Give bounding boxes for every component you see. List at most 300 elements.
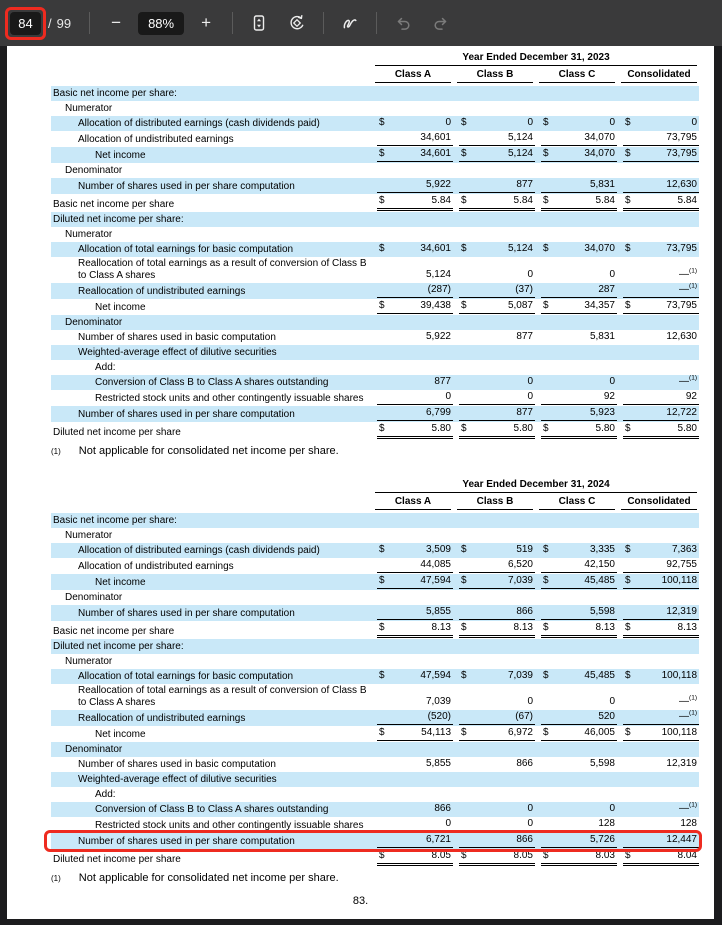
cell-value: 12,447 (666, 834, 697, 845)
rotate-button[interactable] (284, 10, 310, 36)
value-cell (377, 376, 453, 389)
rotate-ccw-icon (288, 14, 306, 32)
row-values (377, 575, 699, 589)
label-column-spacer (51, 52, 375, 83)
table-row (51, 315, 699, 330)
table-row (51, 605, 699, 621)
cell-value: —$^{(1)}$ (679, 694, 697, 707)
value-cell (541, 606, 617, 620)
column-header: Class B (457, 69, 533, 83)
cell-value: 46,005 (584, 727, 615, 738)
zoom-in-button[interactable]: + (193, 10, 219, 36)
cell-value: 34,070 (584, 243, 615, 254)
cell-value: 0 (527, 391, 533, 402)
row-label: Allocation of undistributed earnings (78, 561, 234, 572)
cell-value: 0 (609, 803, 615, 814)
dollar-sign: $ (379, 117, 385, 128)
dollar-sign: $ (461, 544, 467, 555)
value-cell (623, 331, 699, 344)
cell-value: 0 (527, 376, 533, 387)
table-row (51, 726, 699, 742)
cell-value: —$^{(1)}$ (679, 709, 697, 722)
cell-value: 5,855 (425, 606, 451, 617)
row-label: Conversion of Class B to Class A shares outstanding (95, 804, 329, 815)
value-cell (541, 670, 617, 683)
value-cell (459, 391, 535, 405)
fit-page-button[interactable] (246, 10, 272, 36)
dollar-sign: $ (379, 423, 385, 434)
row-label: Diluted net income per share: (53, 641, 184, 652)
value-cell (623, 243, 699, 256)
value-cell (459, 696, 535, 709)
row-values (377, 269, 699, 282)
value-cell (459, 331, 535, 344)
table-row (51, 422, 699, 440)
value-cell (377, 834, 453, 848)
table-header (51, 52, 699, 83)
zoom-out-button[interactable]: − (103, 10, 129, 36)
dollar-sign: $ (543, 622, 549, 633)
value-cell (623, 559, 699, 573)
value-cell (377, 850, 453, 866)
footnote-text: Not applicable for consolidated net income per share. (78, 872, 339, 884)
value-cell (459, 284, 535, 298)
cell-value: 5,726 (589, 834, 615, 845)
value-cell (541, 331, 617, 344)
dollar-sign: $ (461, 727, 467, 738)
dollar-sign: $ (461, 423, 467, 434)
cell-value: 6,520 (507, 559, 533, 570)
dollar-sign: $ (379, 544, 385, 555)
row-label: Add: (95, 789, 116, 800)
cell-value: 519 (516, 544, 533, 555)
value-cell (459, 850, 535, 866)
value-cell (541, 803, 617, 816)
row-values (377, 423, 699, 439)
footnote (51, 445, 699, 457)
value-cell (377, 179, 453, 193)
value-cell (459, 606, 535, 620)
cell-value: 5,124 (507, 132, 533, 143)
value-cell (541, 544, 617, 557)
table-row (51, 787, 699, 802)
value-cell (623, 711, 699, 725)
footnote-marker: (1) (689, 282, 697, 290)
row-values (377, 132, 699, 146)
value-cell (623, 423, 699, 439)
cell-value: 5,087 (507, 300, 533, 311)
cell-value: 128 (680, 818, 697, 829)
cell-value: 73,795 (666, 243, 697, 254)
toolbar-divider (89, 12, 90, 34)
value-cell (459, 376, 535, 389)
value-cell (623, 391, 699, 405)
column-header: Consolidated (621, 496, 697, 510)
table-row (51, 590, 699, 605)
cell-value: 8.05 (431, 850, 451, 861)
cell-value: 5.80 (595, 423, 615, 434)
undo-button[interactable] (390, 10, 416, 36)
dollar-sign: $ (461, 575, 467, 586)
table-row (51, 116, 699, 131)
row-label: Reallocation of total earnings as a result of conversion of Class B to Class A shares (78, 258, 367, 281)
cell-value: 5,124 (425, 269, 451, 280)
pdf-toolbar (0, 0, 722, 46)
value-cell (541, 300, 617, 314)
table-row (51, 283, 699, 299)
value-cell (459, 117, 535, 130)
dollar-sign: $ (379, 195, 385, 206)
value-cell (623, 818, 699, 832)
cell-value: 7,039 (425, 696, 451, 707)
cell-value: 5,831 (589, 179, 615, 190)
cell-value: 8.04 (677, 850, 697, 861)
cell-value: 6,799 (425, 407, 451, 418)
table-row (51, 330, 699, 345)
value-cell (541, 269, 617, 282)
value-cell (541, 243, 617, 256)
value-cell (459, 758, 535, 771)
table-row (51, 684, 699, 710)
row-values (377, 179, 699, 193)
table-row (51, 131, 699, 147)
draw-annotation-button[interactable] (337, 10, 363, 36)
value-cell (459, 423, 535, 439)
cell-value: 866 (516, 606, 533, 617)
value-columns-header (375, 52, 697, 83)
cell-value: 100,118 (661, 727, 697, 738)
dollar-sign: $ (543, 243, 549, 254)
value-cell (541, 117, 617, 130)
eps-table-2024 (51, 479, 699, 884)
value-cell (459, 300, 535, 314)
row-label: Weighted-average effect of dilutive securities (78, 347, 277, 358)
value-cell (541, 132, 617, 146)
cell-value: 73,795 (666, 300, 697, 311)
value-cell (623, 758, 699, 771)
value-cell (541, 148, 617, 162)
value-cell (377, 269, 453, 282)
value-cell (377, 758, 453, 771)
value-cell (623, 269, 699, 282)
value-cell (377, 544, 453, 557)
table-row (51, 86, 699, 101)
value-cell (623, 132, 699, 146)
row-values (377, 850, 699, 866)
cell-value: 877 (434, 376, 451, 387)
dollar-sign: $ (543, 727, 549, 738)
cell-value: 92 (685, 391, 697, 402)
cell-value: 5,831 (589, 331, 615, 342)
cell-value: 0 (609, 376, 615, 387)
table-row (51, 757, 699, 772)
row-label: Net income (95, 302, 146, 313)
value-cell (541, 758, 617, 771)
dollar-sign: $ (625, 148, 631, 159)
table-row (51, 669, 699, 684)
row-label: Number of shares used in per share computation (78, 409, 295, 420)
value-cell (459, 622, 535, 638)
table-row (51, 360, 699, 375)
row-label: Add: (95, 362, 116, 373)
dollar-sign: $ (379, 622, 385, 633)
cell-value: 8.05 (513, 850, 533, 861)
column-header: Class C (539, 69, 615, 83)
value-cell (459, 132, 535, 146)
redo-icon (432, 14, 450, 32)
table-row (51, 772, 699, 787)
value-columns-header (375, 479, 697, 510)
row-label: Allocation of distributed earnings (cash dividends paid) (78, 118, 320, 129)
dollar-sign: $ (543, 850, 549, 861)
value-cell (541, 818, 617, 832)
cell-value: 5.84 (677, 195, 697, 206)
dollar-sign: $ (625, 243, 631, 254)
value-cell (623, 544, 699, 557)
value-cell (541, 834, 617, 848)
dollar-sign: $ (543, 575, 549, 586)
row-label: Denominator (65, 592, 123, 603)
value-cell (377, 243, 453, 256)
value-cell (459, 834, 535, 848)
cell-value: —$^{(1)}$ (679, 267, 697, 280)
row-values (377, 331, 699, 344)
table-period-header: Year Ended December 31, 2023 (375, 52, 697, 66)
value-cell (541, 711, 617, 725)
cell-value: 45,485 (584, 670, 615, 681)
row-label: Number of shares used in basic computation (78, 332, 276, 343)
value-cell (541, 575, 617, 589)
row-label: Net income (95, 577, 146, 588)
cell-value: —$^{(1)}$ (679, 801, 697, 814)
cell-value: 6,721 (425, 834, 451, 845)
cell-value: 0 (691, 117, 697, 128)
dollar-sign: $ (379, 300, 385, 311)
value-cell (377, 803, 453, 816)
row-label: Weighted-average effect of dilutive securities (78, 774, 277, 785)
redo-button[interactable] (428, 10, 454, 36)
row-label: Basic net income per share: (53, 88, 177, 99)
dollar-sign: $ (379, 148, 385, 159)
cell-value: 12,630 (666, 331, 697, 342)
cell-value: (37) (515, 284, 533, 295)
document-page-number: 83. (352, 895, 369, 907)
cell-value: 47,594 (420, 670, 451, 681)
row-values (377, 407, 699, 421)
dollar-sign: $ (461, 117, 467, 128)
cell-value: 5,598 (589, 606, 615, 617)
cell-value: 8.13 (677, 622, 697, 633)
cell-value: —$^{(1)}$ (679, 282, 697, 295)
cell-value: 5.84 (513, 195, 533, 206)
value-cell (541, 622, 617, 638)
row-label: Denominator (65, 744, 123, 755)
draw-icon (341, 14, 359, 32)
cell-value: 5,124 (507, 148, 533, 159)
row-label: Allocation of distributed earnings (cash dividends paid) (78, 545, 320, 556)
row-label: Allocation of total earnings for basic computation (78, 671, 294, 682)
value-cell (541, 391, 617, 405)
cell-value: 92,755 (666, 559, 697, 570)
table-row (51, 528, 699, 543)
row-label: Numerator (65, 656, 113, 667)
table-row (51, 574, 699, 590)
value-cell (541, 727, 617, 741)
page-number-input[interactable]: 84 (10, 12, 41, 35)
dollar-sign: $ (379, 850, 385, 861)
column-headers (375, 496, 697, 510)
cell-value: 0 (527, 803, 533, 814)
value-cell (623, 850, 699, 866)
value-cell (541, 559, 617, 573)
dollar-sign: $ (543, 117, 549, 128)
table-row (51, 558, 699, 574)
footnote (51, 872, 699, 884)
dollar-sign: $ (625, 670, 631, 681)
value-cell (377, 727, 453, 741)
eps-table-2023 (51, 52, 699, 457)
cell-value: 866 (516, 758, 533, 769)
toolbar-divider (376, 12, 377, 34)
dollar-sign: $ (461, 850, 467, 861)
row-values (377, 803, 699, 816)
row-label: Restricted stock units and other contingently issuable shares (95, 393, 364, 404)
value-cell (459, 407, 535, 421)
footnote-text: Not applicable for consolidated net income per share. (78, 445, 339, 457)
cell-value: 0 (445, 818, 451, 829)
row-label: Conversion of Class B to Class A shares outstanding (95, 377, 329, 388)
row-values (377, 284, 699, 298)
cell-value: 5.80 (677, 423, 697, 434)
table-row (51, 390, 699, 406)
cell-value: 12,319 (666, 758, 697, 769)
cell-value: 0 (609, 269, 615, 280)
footnote-marker: (1) (689, 694, 697, 702)
zoom-level[interactable]: 88% (138, 12, 184, 35)
cell-value: 0 (445, 391, 451, 402)
value-cell (459, 195, 535, 211)
dollar-sign: $ (625, 850, 631, 861)
value-cell (377, 407, 453, 421)
table-row (51, 194, 699, 212)
value-cell (377, 423, 453, 439)
table-row (51, 849, 699, 867)
cell-value: 866 (434, 803, 451, 814)
row-values (377, 300, 699, 314)
cell-value: 44,085 (420, 559, 451, 570)
row-label: Allocation of total earnings for basic computation (78, 244, 294, 255)
cell-value: 5,922 (425, 331, 451, 342)
cell-value: 5.80 (431, 423, 451, 434)
table-row (51, 242, 699, 257)
value-cell (377, 670, 453, 683)
table-row (51, 543, 699, 558)
row-values (377, 195, 699, 211)
table-row (51, 299, 699, 315)
table-row (51, 227, 699, 242)
column-header: Class A (375, 69, 451, 83)
table-row (51, 406, 699, 422)
row-label: Denominator (65, 317, 123, 328)
value-cell (377, 575, 453, 589)
row-label: Reallocation of undistributed earnings (78, 713, 246, 724)
cell-value: (67) (515, 711, 533, 722)
cell-value: 287 (598, 284, 615, 295)
row-values (377, 559, 699, 573)
cell-value: 0 (527, 818, 533, 829)
table-row (51, 345, 699, 360)
page-separator: / (48, 15, 52, 31)
cell-value: (287) (427, 284, 451, 295)
cell-value: 877 (516, 179, 533, 190)
value-cell (459, 243, 535, 256)
document-page (7, 46, 714, 919)
dollar-sign: $ (625, 575, 631, 586)
cell-value: 12,630 (666, 179, 697, 190)
table-row (51, 101, 699, 116)
value-cell (377, 696, 453, 709)
column-headers (375, 69, 697, 83)
footnote-marker: (1) (689, 267, 697, 275)
value-cell (623, 117, 699, 130)
cell-value: 128 (598, 818, 615, 829)
cell-value: 5.80 (513, 423, 533, 434)
value-cell (459, 148, 535, 162)
row-label: Diluted net income per share (53, 427, 181, 438)
cell-value: 7,039 (507, 670, 533, 681)
cell-value: 5,923 (589, 407, 615, 418)
value-cell (377, 622, 453, 638)
fit-page-icon (250, 14, 268, 32)
value-cell (459, 818, 535, 832)
cell-value: 8.13 (595, 622, 615, 633)
dollar-sign: $ (543, 148, 549, 159)
row-label: Restricted stock units and other contingently issuable shares (95, 820, 364, 831)
cell-value: 34,070 (584, 132, 615, 143)
cell-value: 34,601 (420, 148, 451, 159)
cell-value: 39,438 (420, 300, 451, 311)
value-cell (623, 179, 699, 193)
dollar-sign: $ (379, 670, 385, 681)
value-cell (623, 696, 699, 709)
cell-value: 5,922 (425, 179, 451, 190)
footnote-marker: (1) (689, 374, 697, 382)
cell-value: 73,795 (666, 148, 697, 159)
table-row (51, 257, 699, 283)
table-row (51, 375, 699, 390)
table-rows (51, 86, 699, 440)
value-cell (377, 711, 453, 725)
row-values (377, 711, 699, 725)
value-cell (377, 148, 453, 162)
value-cell (541, 179, 617, 193)
row-values (377, 818, 699, 832)
row-values (377, 606, 699, 620)
table-header (51, 479, 699, 510)
value-cell (377, 606, 453, 620)
table-row (51, 710, 699, 726)
dollar-sign: $ (543, 544, 549, 555)
toolbar-divider (323, 12, 324, 34)
row-label: Basic net income per share (53, 626, 175, 637)
footnote-marker: (1) (689, 709, 697, 717)
value-cell (541, 696, 617, 709)
table-row (51, 163, 699, 178)
row-values (377, 544, 699, 557)
column-header: Class C (539, 496, 615, 510)
row-label: Allocation of undistributed earnings (78, 134, 234, 145)
row-values (377, 758, 699, 771)
